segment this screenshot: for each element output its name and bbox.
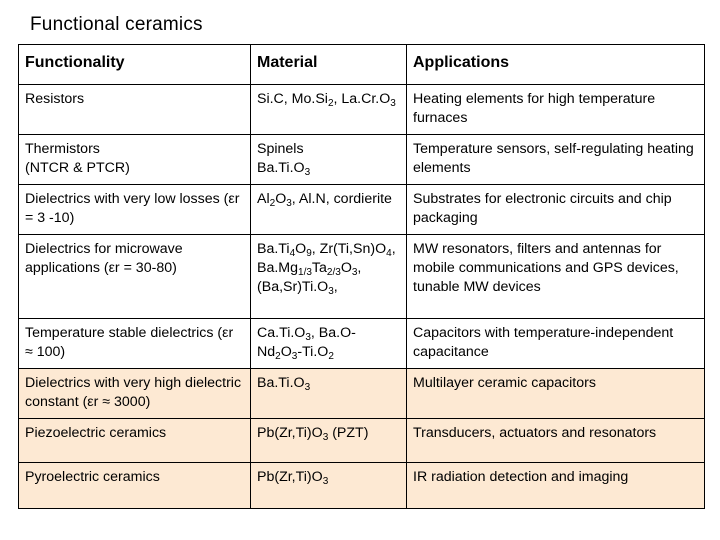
cell-text: Multilayer ceramic capacitors [413,375,596,391]
subscript-text: 2 [275,351,281,362]
cell-text: , [333,279,338,295]
cell-functionality [19,135,251,185]
table-row [19,185,705,235]
cell-functionality [19,235,251,319]
cell-text: Ba.Ti.O [257,375,305,391]
cell-text: O [295,241,307,257]
cell-functionality [19,319,251,369]
cell-text: Ba.Ti [257,241,290,257]
cell-functionality [19,185,251,235]
cell-text: O [275,191,287,207]
cell-material [251,419,407,463]
cell-material [251,85,407,135]
cell-text: Thermistors [25,141,100,157]
subscript-text: 1/3 [298,267,312,278]
cell-applications [407,135,705,185]
cell-applications [407,463,705,509]
column-header-applications: Applications [407,45,705,85]
cell-text: , Al.N, cordierite [291,191,392,207]
cell-text: -Ti.O [297,344,329,360]
cell-text: Substrates for electronic circuits and chip packaging [413,191,672,226]
table-row [19,85,705,135]
cell-text: IR radiation detection and imaging [413,469,629,485]
page-title: Functional ceramics [30,14,203,35]
cell-text: , Ba.O-Nd [257,325,356,360]
subscript-text: 3 [328,286,334,297]
cell-text: O [340,260,352,276]
table-header-row [19,45,705,85]
subscript-text: 3 [291,351,298,362]
table-row [19,319,705,369]
cell-material [251,235,407,319]
cell-text: Capacitors with temperature-independent capacitance [413,325,674,360]
subscript-text: 3 [286,198,292,209]
cell-material [251,135,407,185]
cell-functionality [19,419,251,463]
cell-applications [407,235,705,319]
cell-text: (NTCR & PTCR) [25,160,130,176]
subscript-text: 3 [351,267,358,278]
cell-text: Dielectrics for microwave applications (εr = 30-80) [25,241,183,276]
subscript-text: 2 [269,198,276,209]
table-body [19,85,705,509]
cell-material [251,319,407,369]
cell-text: O [280,344,292,360]
subscript-text: 2 [328,351,334,362]
cell-text: , Ba.Mg [257,241,396,276]
table-row [19,419,705,463]
cell-text: Si.C, Mo.Si [257,91,328,107]
cell-text: Temperature sensors, self-regulating heating elements [413,141,694,176]
cell-text: Heating elements for high temperature furnaces [413,91,656,126]
cell-text: Ba.Ti.O [257,160,305,176]
cell-applications [407,185,705,235]
subscript-text: 2 [327,98,334,109]
subscript-text: 3 [322,432,329,443]
cell-text: Dielectrics with very high dielectric constant (εr ≈ 3000) [25,375,242,410]
cell-text: Resistors [25,91,85,107]
table-row [19,369,705,419]
cell-text: Pb(Zr,Ti)O [257,425,323,441]
cell-text: Dielectrics with very low losses (εr = 3 -10) [25,191,240,226]
cell-text: Pb(Zr,Ti)O [257,469,323,485]
cell-text: Temperature stable dielectrics (εr ≈ 100) [25,325,234,360]
table-row [19,463,705,509]
cell-material [251,463,407,509]
table-row [19,235,705,319]
subscript-text: 3 [304,167,311,178]
subscript-text: 4 [289,248,296,259]
functional-ceramics-table [18,44,705,509]
subscript-text: 3 [305,332,311,343]
cell-text: Al [257,191,270,207]
cell-applications [407,369,705,419]
subscript-text: 3 [390,98,396,109]
cell-functionality [19,463,251,509]
cell-text: , (Ba,Sr)Ti.O [257,260,362,295]
cell-text: Ca.Ti.O [257,325,306,341]
cell-functionality [19,369,251,419]
cell-applications [407,419,705,463]
cell-applications [407,85,705,135]
cell-applications [407,319,705,369]
column-header-functionality: Functionality [19,45,251,85]
cell-material [251,369,407,419]
column-header-material: Material [251,45,407,85]
cell-text: Ta [311,260,327,276]
subscript-text: 2/3 [326,267,341,278]
cell-text: Piezoelectric ceramics [25,425,167,441]
table-row [19,135,705,185]
cell-functionality [19,85,251,135]
cell-text: , Zr(Ti,Sn)O [311,241,387,257]
cell-text: , La.Cr.O [333,91,391,107]
subscript-text: 4 [386,248,392,259]
cell-text: Spinels [257,141,304,157]
subscript-text: 3 [322,476,329,487]
subscript-text: 9 [306,248,312,259]
cell-text: Transducers, actuators and resonators [413,425,657,441]
table-container [18,44,704,509]
cell-text: (PZT) [328,425,369,441]
cell-text: Pyroelectric ceramics [25,469,160,485]
subscript-text: 3 [304,382,311,393]
cell-material [251,185,407,235]
cell-text: MW resonators, filters and antennas for mobile communications and GPS devices, tunable MW devices [413,241,679,295]
